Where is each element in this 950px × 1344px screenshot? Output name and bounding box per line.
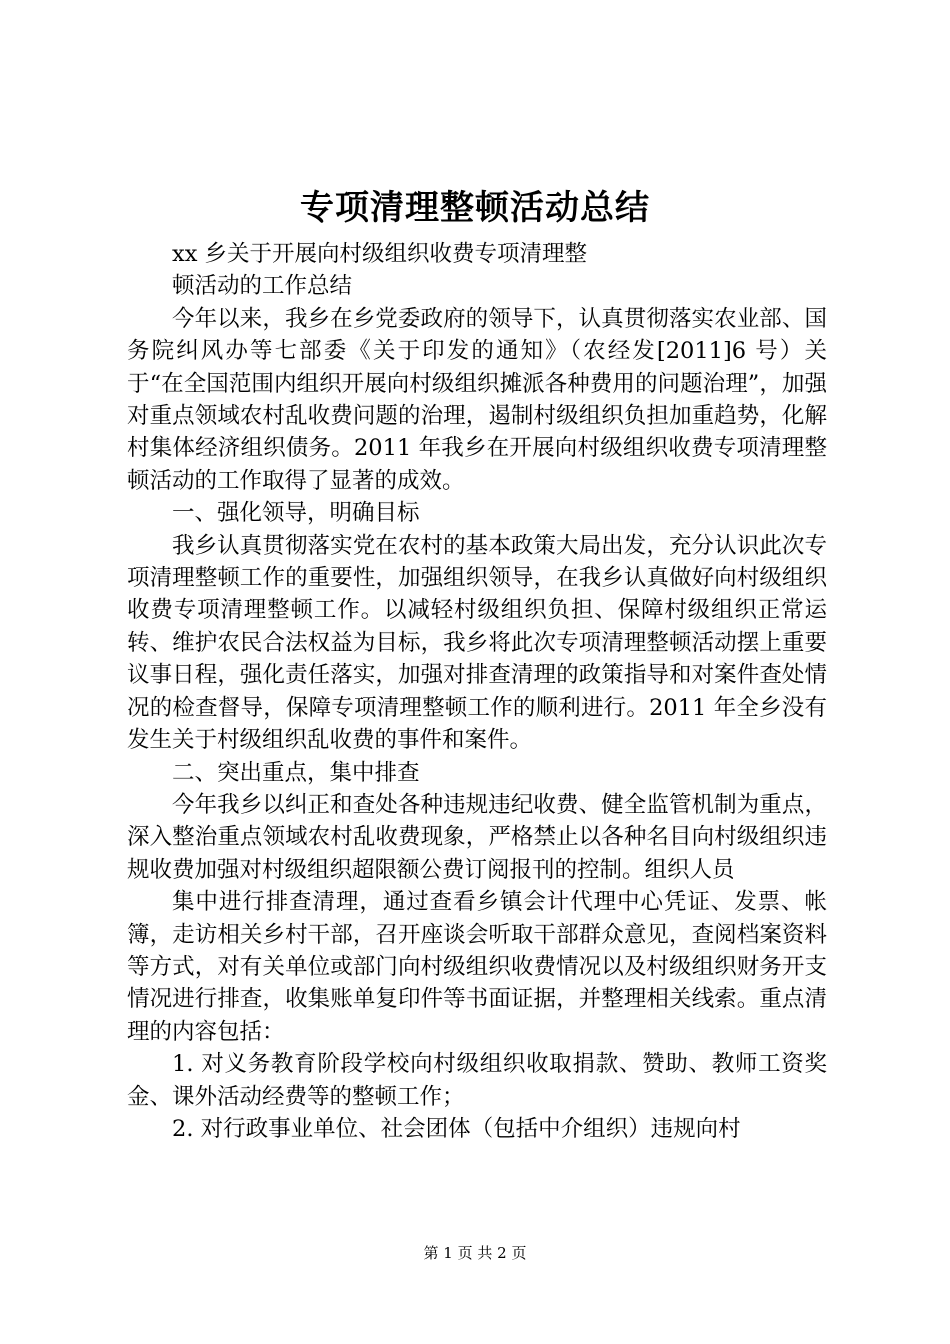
paragraph-section-2b: 集中进行排查清理，通过查看乡镇会计代理中心凭证、发票、帐簿，走访相关乡村干部，召开座谈会听取干部群众意见，查阅档案资料等方式，对有关单位或部门向村级组织收费情况以及村级组织财务开支情况进行排查，收集账单复印件等书面证据，并整理相关线索。重点清理的内容包括：: [127, 889, 827, 1045]
paragraph-intro: 今年以来，我乡在乡党委政府的领导下，认真贯彻落实农业部、国务院纠风办等七部委《关于印发的通知》（农经发[2011]6 号）关于“在全国范围内组织开展向村级组织摊派各种费用的问题治理”，加强对重点领域农村乱收费问题的治理，遏制村级组织负担加重趋势，化解村集体经济组织债务。2011 年我乡在开展向村级组织收费专项清理整顿活动的工作取得了显著的成效。: [127, 305, 827, 494]
list-item-2: 2. 对行政事业单位、社会团体（包括中介组织）违规向村: [172, 1115, 741, 1142]
subtitle-line-1: xx 乡关于开展向村级组织收费专项清理整: [172, 241, 588, 267]
document-title: 专项清理整顿活动总结: [300, 188, 650, 228]
document-body: [127, 238, 827, 1145]
section-heading-1: 一、强化领导，明确目标: [172, 500, 420, 527]
paragraph-section-1: 我乡认真贯彻落实党在农村的基本政策大局出发，充分认识此次专项清理整顿工作的重要性，加强组织领导，在我乡认真做好向村级组织收费专项清理整顿工作。以减轻村级组织负担、保障村级组织正常运转、维护农民合法权益为目标，我乡将此次专项清理整顿活动摆上重要议事日程，强化责任落实，加强对排查清理的政策指导和对案件查处情况的检查督导，保障专项清理整顿工作的顺利进行。2011 年全乡没有发生关于村级组织乱收费的事件和案件。: [127, 532, 827, 754]
page-footer: 第 1 页 共 2 页: [423, 1244, 527, 1262]
paragraph-section-2a: 今年我乡以纠正和查处各种违规违纪收费、健全监管机制为重点，深入整治重点领域农村乱收费现象，严格禁止以各种名目向村级组织违规收费加强对村级组织超限额公费订阅报刊的控制。组织人员: [127, 791, 827, 883]
section-heading-2: 二、突出重点，集中排查: [172, 759, 420, 786]
list-item-1: 1. 对义务教育阶段学校向村级组织收取捐款、赞助、教师工资奖金、课外活动经费等的整顿工作；: [127, 1051, 827, 1110]
subtitle-line-2: 顿活动的工作总结: [172, 273, 353, 300]
